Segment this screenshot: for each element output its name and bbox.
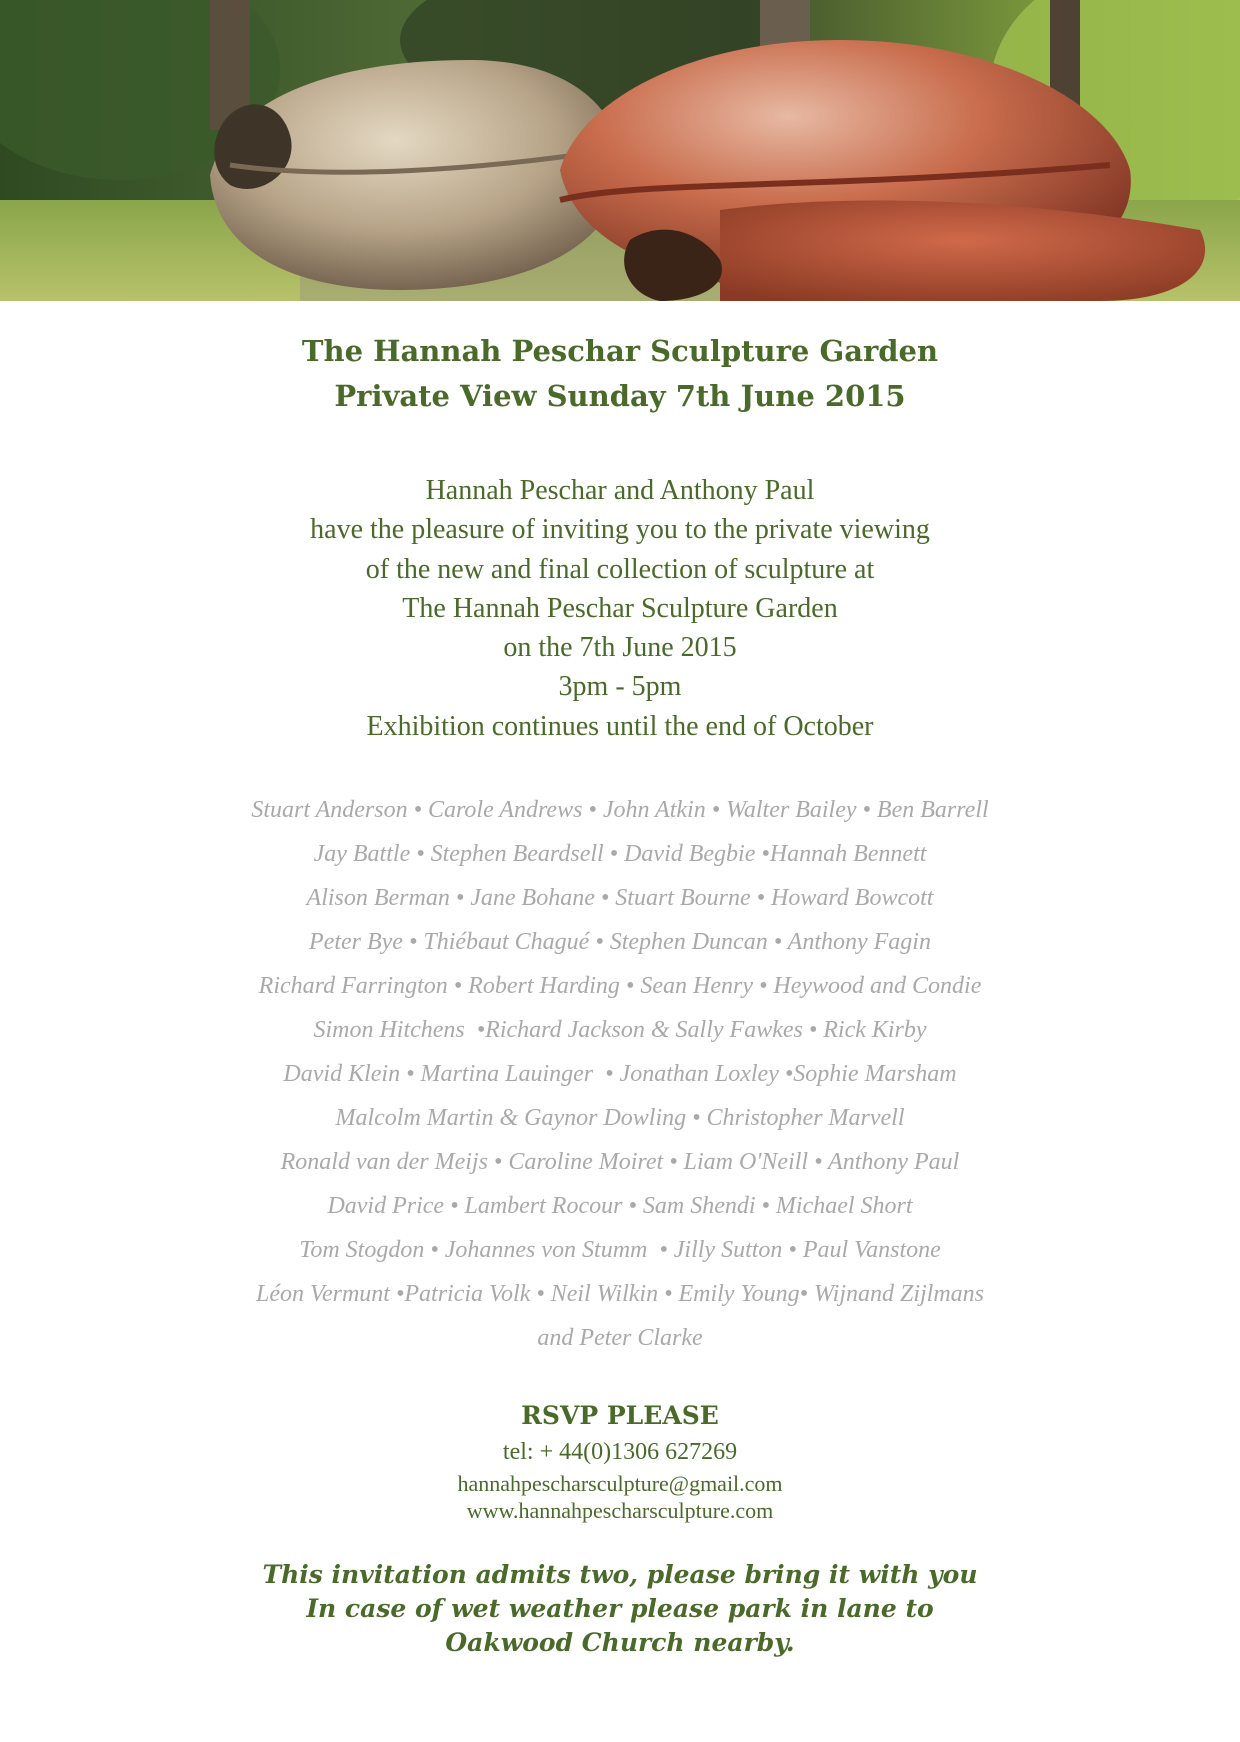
invitation-line: The Hannah Peschar Sculpture Garden xyxy=(402,592,838,624)
artist-line: David Klein • Martina Lauinger • Jonathan Loxley •Sophie Marsham xyxy=(283,1061,957,1088)
rsvp-website: www.hannahpescharsculpture.com xyxy=(466,1498,774,1524)
invitation-line: of the new and final collection of sculpture at xyxy=(365,553,875,585)
rsvp-email: hannahpescharsculpture@gmail.com xyxy=(457,1471,783,1497)
artist-line: Tom Stogdon • Johannes von Stumm • Jilly Sutton • Paul Vanstone xyxy=(299,1237,941,1264)
artist-line: Stuart Anderson • Carole Andrews • John Atkin • Walter Bailey • Ben Barrell xyxy=(251,797,989,824)
hero-sculpture-photo xyxy=(0,0,1240,301)
artist-line: Léon Vermunt •Patricia Volk • Neil Wilkin • Emily Young• Wijnand Zijlmans xyxy=(255,1281,985,1308)
admission-notes xyxy=(0,1524,1240,1660)
artist-line: Malcolm Martin & Gaynor Dowling • Christopher Marvell xyxy=(335,1105,905,1132)
invitation-line: Exhibition continues until the end of October xyxy=(366,710,874,742)
note-line: In case of wet weather please park in lane to xyxy=(306,1594,934,1624)
artist-line: David Price • Lambert Rocour • Sam Shendi • Michael Short xyxy=(327,1193,913,1220)
invitation-line: on the 7th June 2015 xyxy=(503,632,737,664)
invitation-line: have the pleasure of inviting you to the private viewing xyxy=(310,514,930,546)
invitation-content xyxy=(0,301,1240,1660)
artist-line: Peter Bye • Thiébaut Chagué • Stephen Duncan • Anthony Fagin xyxy=(309,929,931,956)
rsvp-heading: RSVP PLEASE xyxy=(521,1401,719,1431)
note-line: Oakwood Church nearby. xyxy=(445,1628,795,1658)
heading-private-view-date: Private View Sunday 7th June 2015 xyxy=(334,379,906,413)
invitation-text xyxy=(0,419,1240,746)
artist-line: Ronald van der Meijs • Caroline Moiret • Liam O'Neill • Anthony Paul xyxy=(280,1149,960,1176)
artist-list xyxy=(0,746,1240,1360)
invitation-line: 3pm - 5pm xyxy=(558,671,682,703)
artist-line: and Peter Clarke xyxy=(537,1325,703,1352)
heading-garden-name: The Hannah Peschar Sculpture Garden xyxy=(301,334,939,368)
artist-line: Jay Battle • Stephen Beardsell • David Begbie •Hannah Bennett xyxy=(313,841,927,868)
artist-line: Richard Farrington • Robert Harding • Sean Henry • Heywood and Condie xyxy=(258,973,982,1000)
event-heading xyxy=(0,301,1240,419)
note-line: This invitation admits two, please bring it with you xyxy=(262,1560,978,1590)
invitation-line: Hannah Peschar and Anthony Paul xyxy=(425,475,815,506)
artist-line: Alison Berman • Jane Bohane • Stuart Bourne • Howard Bowcott xyxy=(306,885,934,912)
rsvp-contact xyxy=(0,1434,1240,1524)
rsvp-telephone: tel: + 44(0)1306 627269 xyxy=(502,1439,738,1466)
artist-line: Simon Hitchens •Richard Jackson & Sally Fawkes • Rick Kirby xyxy=(313,1017,927,1044)
